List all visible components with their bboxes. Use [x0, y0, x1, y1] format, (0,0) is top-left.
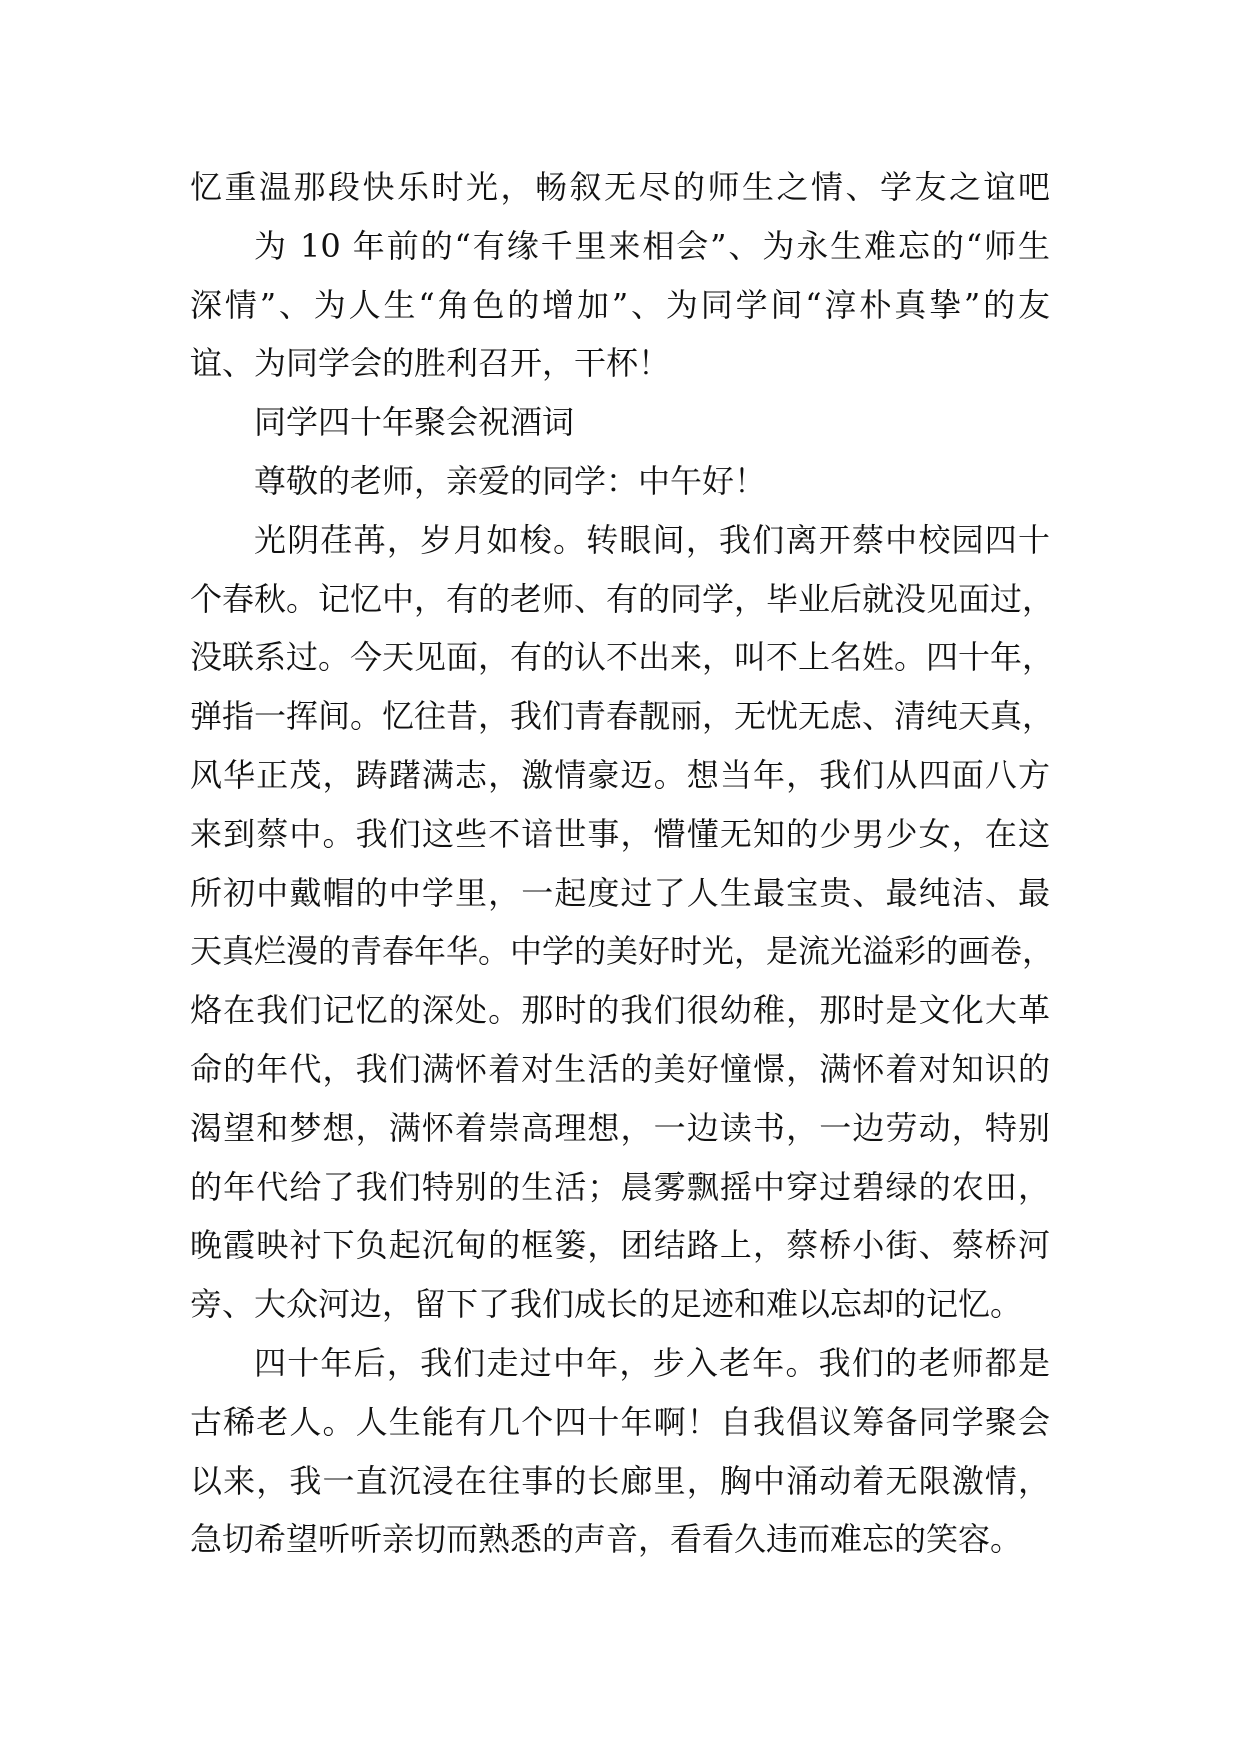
section-title: 同学四十年聚会祝酒词	[254, 403, 575, 442]
text-line: 天真烂漫的青春年华。中学的美好时光，是流光溢彩的画卷，	[190, 932, 1055, 971]
text-line: 忆重温那段快乐时光，畅叙无尽的师生之情、学友之谊吧	[190, 168, 1050, 206]
text-line: 古稀老人。人生能有几个四十年啊！自我倡议筹备同学聚会	[190, 1402, 1050, 1441]
text-line: 命的年代，我们满怀着对生活的美好憧憬，满怀着对知识的	[190, 1049, 1050, 1088]
text-line: 烙在我们记忆的深处。那时的我们很幼稚，那时是文化大革	[190, 991, 1050, 1030]
text-line: 个春秋。记忆中，有的老师、有的同学，毕业后就没见面过，	[190, 579, 1055, 618]
text-line: 谊、为同学会的胜利召开，干杯！	[190, 344, 671, 383]
body-text	[190, 158, 1055, 1569]
text-line: 以来，我一直沉浸在往事的长廊里，胸中涌动着无限激情，	[190, 1461, 1050, 1500]
text-line: 旁、大众河边，留下了我们成长的足迹和难以忘却的记忆。	[190, 1285, 1023, 1324]
text-line: 渴望和梦想，满怀着崇高理想，一边读书，一边劳动，特别	[190, 1108, 1050, 1147]
text-line: 深情”、为人生“角色的增加”、为同学间“淳朴真挚”的友	[190, 285, 1050, 324]
text-line: 急切希望听听亲切而熟悉的声音，看看久违而难忘的笑容。	[190, 1520, 1023, 1559]
text-line: 所初中戴帽的中学里，一起度过了人生最宝贵、最纯洁、最	[190, 873, 1050, 912]
text-line: 弹指一挥间。忆往昔，我们青春靓丽，无忧无虑、清纯天真，	[190, 697, 1055, 736]
text-line: 没联系过。今天见面，有的认不出来，叫不上名姓。四十年，	[190, 638, 1055, 677]
paragraph-start-line: 光阴荏苒，岁月如梭。转眼间，我们离开蔡中校园四十	[254, 520, 1050, 559]
paragraph-start-line: 为 10 年前的“有缘千里来相会”、为永生难忘的“师生	[254, 226, 1050, 265]
text-line: 风华正茂，踌躇满志，激情豪迈。想当年，我们从四面八方	[190, 755, 1050, 794]
text-line: 的年代给了我们特别的生活；晨雾飘摇中穿过碧绿的农田，	[190, 1167, 1050, 1206]
text-line: 晚霞映衬下负起沉甸的框篓，团结路上，蔡桥小街、蔡桥河	[190, 1226, 1050, 1265]
paragraph-start-line: 四十年后，我们走过中年，步入老年。我们的老师都是	[254, 1343, 1050, 1382]
salutation: 尊敬的老师，亲爱的同学：中午好！	[254, 461, 767, 500]
text-line: 来到蔡中。我们这些不谙世事，懵懂无知的少男少女，在这	[190, 814, 1050, 853]
